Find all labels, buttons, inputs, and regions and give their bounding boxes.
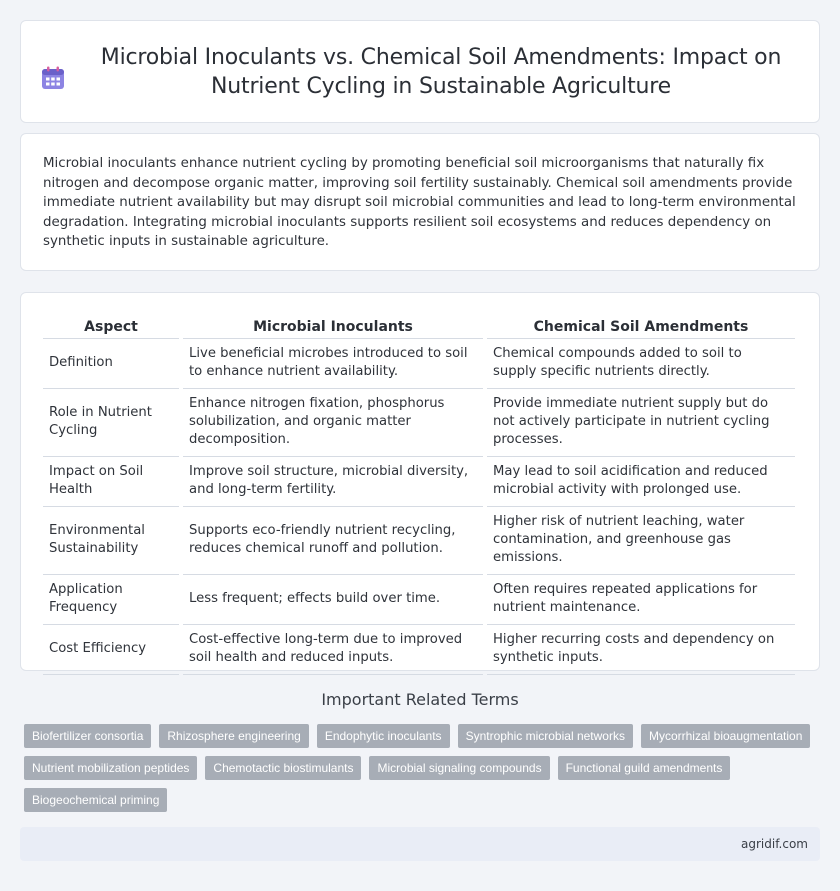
tag-nutrient-mobilization-peptides[interactable]: Nutrient mobilization peptides [24,756,197,780]
cell-chemical: May lead to soil acidification and reduced microbial activity with prolonged use. [487,457,795,507]
summary-card [20,133,820,271]
page-title: Microbial Inoculants vs. Chemical Soil Amendments: Impact on Nutrient Cycling in Sustainable Agriculture [100,44,782,99]
tag-functional-guild-amendments[interactable]: Functional guild amendments [558,756,731,780]
tag-rhizosphere-engineering[interactable]: Rhizosphere engineering [159,724,308,748]
cell-chemical: Provide immediate nutrient supply but do not actively participate in nutrient cycling processes. [487,389,795,457]
table-row [43,389,795,457]
cell-microbial: Cost-effective long-term due to improved soil health and reduced inputs. [183,625,483,675]
header-chemical: Chemical Soil Amendments [487,315,795,339]
summary-text: Microbial inoculants enhance nutrient cycling by promoting beneficial soil microorganisms that naturally fix nitrogen and decompose organic matter, improving soil fertility sustainably. Chemical soil amendments provide immediate nutrient availability but may disrupt soil microbial communities and lead to long-term environmental degradation. Integrating microbial inoculants supports resilient soil ecosystems and reduces dependency on synthetic inputs in sustainable agriculture. [43,156,796,250]
cell-aspect: Application Frequency [43,575,179,625]
cell-chemical: Higher risk of nutrient leaching, water contamination, and greenhouse gas emissions. [487,507,795,575]
related-terms-list [24,724,820,820]
cell-microbial: Less frequent; effects build over time. [183,575,483,625]
footer-site-link[interactable]: agridif.com [741,837,808,851]
table-row [43,625,795,675]
table-row [43,457,795,507]
cell-aspect: Cost Efficiency [43,625,179,675]
cell-chemical: Chemical compounds added to soil to supply specific nutrients directly. [487,339,795,389]
cell-microbial: Improve soil structure, microbial diversity, and long-term fertility. [183,457,483,507]
cell-microbial: Supports eco-friendly nutrient recycling, reduces chemical runoff and pollution. [183,507,483,575]
comparison-card [20,292,820,671]
cell-aspect: Impact on Soil Health [43,457,179,507]
tag-biogeochemical-priming[interactable]: Biogeochemical priming [24,788,167,812]
table-row [43,575,795,625]
cell-aspect: Role in Nutrient Cycling [43,389,179,457]
table-row [43,339,795,389]
header-aspect: Aspect [43,315,179,339]
tag-mycorrhizal-bioaugmentation[interactable]: Mycorrhizal bioaugmentation [641,724,810,748]
tag-biofertilizer-consortia[interactable]: Biofertilizer consortia [24,724,151,748]
tag-microbial-signaling-compounds[interactable]: Microbial signaling compounds [369,756,549,780]
header-microbial: Microbial Inoculants [183,315,483,339]
comparison-table [39,315,799,675]
related-terms-title: Important Related Terms [321,690,519,709]
cell-microbial: Live beneficial microbes introduced to soil to enhance nutrient availability. [183,339,483,389]
tag-syntrophic-microbial-networks[interactable]: Syntrophic microbial networks [458,724,633,748]
cell-microbial: Enhance nitrogen fixation, phosphorus solubilization, and organic matter decomposition. [183,389,483,457]
tag-chemotactic-biostimulants[interactable]: Chemotactic biostimulants [205,756,361,780]
cell-aspect: Environmental Sustainability [43,507,179,575]
cell-aspect: Definition [43,339,179,389]
cell-chemical: Often requires repeated applications for nutrient maintenance. [487,575,795,625]
calendar-icon [40,65,66,91]
table-header-row [43,315,795,339]
tag-endophytic-inoculants[interactable]: Endophytic inoculants [317,724,450,748]
footer [20,827,820,861]
title-card [20,20,820,123]
table-row [43,507,795,575]
cell-chemical: Higher recurring costs and dependency on synthetic inputs. [487,625,795,675]
